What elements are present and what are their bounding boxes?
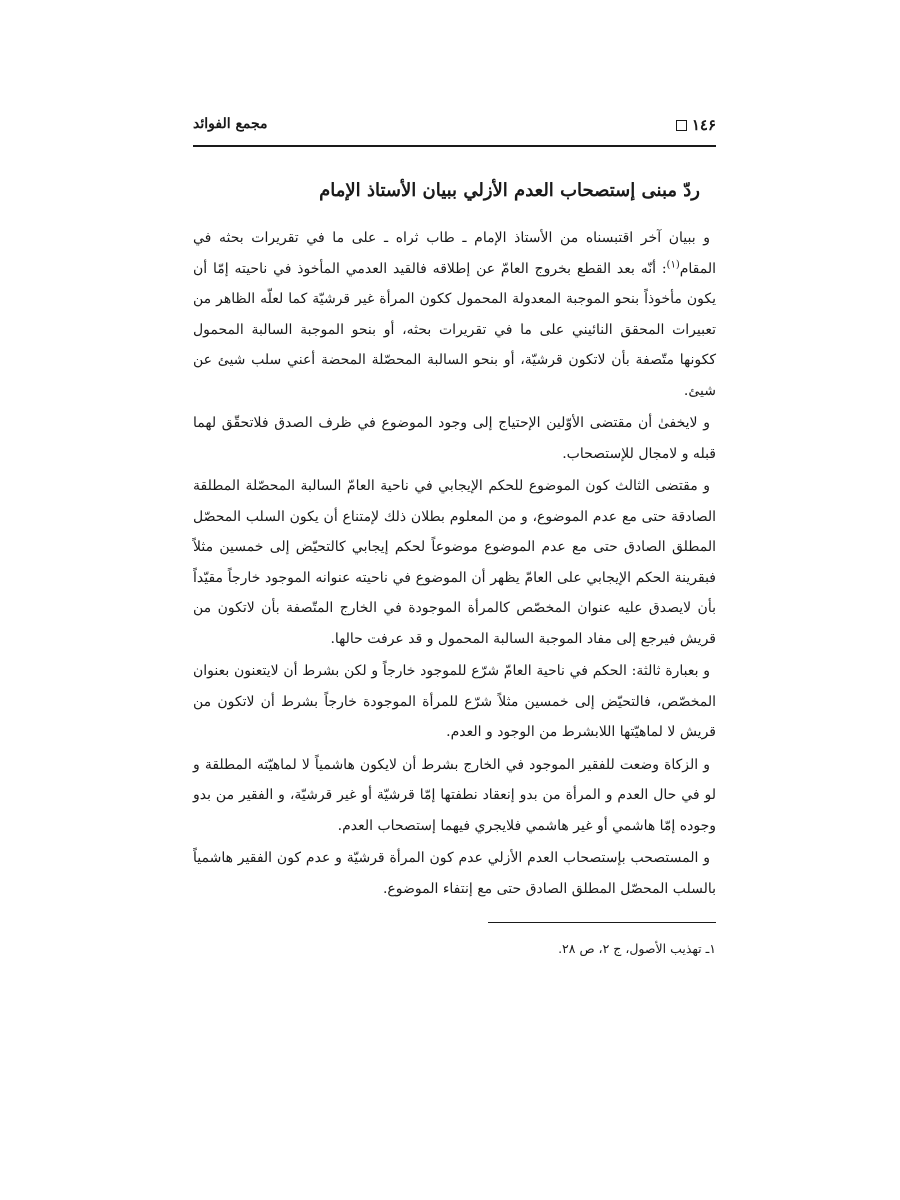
paragraph: و بعبارة ثالثة: الحكم في ناحية العامّ شرّع للموجود خارجاً و لكن بشرط أن لايتعنون بعنوان المخصّص، فالتحيّض إلى خمسين مثلاً شرّع للمرأة الموجودة خارجاً بشرط أن لاتكون من قريش لا لماهيّتها اللابشرط من الوجود و العدم. (193, 663, 716, 740)
footnote-separator (488, 922, 716, 923)
book-page (193, 108, 716, 1008)
section-title: ردّ مبنى إستصحاب العدم الأزلي ببيان الأستاذ الإمام (319, 180, 700, 201)
paragraph-text: و ببيان آخر اقتبسناه من الأستاذ الإمام ـ طاب ثراه ـ على ما في تقريرات بحثه في المقام (193, 230, 716, 277)
paragraph: و الزكاة وضعت للفقير الموجود في الخارج بشرط أن لايكون هاشمياً لا لماهيّته المطلقة و لو في حال العدم و المرأة من بدو إنعقاد نطفتها إمّا قرشيّة أو غير قرشيّة، و الفقير من بدو وجوده إمّا هاشمي أو غير هاشمي فلايجري فيهما إستصحاب العدم. (193, 756, 716, 834)
paragraph: و لايخفىٰ أن مقتضى الأوّلين الإحتياج إلى وجود الموضوع في ظرف الصدق فلاتحقّق لهما قبله و لامجال للإستصحاب. (193, 415, 716, 462)
paragraph: و المستصحب بإستصحاب العدم الأزلي عدم كون المرأة قرشيّة و عدم كون الفقير هاشمياً بالسلب المحصّل المطلق الصادق حتى مع إنتفاء الموضوع. (193, 850, 716, 897)
running-header (193, 108, 716, 138)
paragraph-punct: : (661, 260, 667, 277)
page-number (676, 116, 716, 134)
header-rule (193, 145, 716, 147)
body-text (193, 223, 716, 904)
footnote: ١ـ تهذيب الأصول، ج ٢، ص ٢٨. (558, 941, 716, 956)
paragraph (193, 223, 716, 406)
footnote-marker: (١) (666, 258, 680, 270)
square-ornament-icon (676, 120, 687, 131)
page-number-text: ١٤۶ (691, 116, 716, 134)
paragraph-text: أنّه بعد القطع بخروج العامّ عن إطلاقه فالقيد العدمي المأخوذ في ناحيته إمّا أن يكون مأخوذاً بنحو الموجبة المعدولة المحمول ككون المرأة غير قرشيّة كما لعلّه الظاهر من تعبيرات المحقق النائيني على ما في تقريرات بحثه، أو بنحو الموجبة السالبة المحمول ككونها متّصفة بأن لاتكون قرشيّة، أو بنحو السالبة المحصّلة المحضة أعني سلب شيئ عن شيئ. (193, 260, 716, 399)
paragraph: و مقتضى الثالث كون الموضوع للحكم الإيجابي في ناحية العامّ السالبة المحصّلة المطلقة الصادقة حتى مع عدم الموضوع، و من المعلوم بطلان ذلك لإمتناع أن يكون السلب المحصّل المطلق الصادق حتى مع عدم الموضوع موضوعاً لحكم إيجابي كالتحيّض إلى خمسين مثلاً فبقرينة الحكم الإيجابي على العامّ يظهر أن الموضوع في ناحيته عنوانه الموجود خارجاً مقيّداً بأن لايصدق عليه عنوان المخصّص كالمرأة الموجودة في الخارج المتّصفة بأن لاتكون من قريش فيرجع إلى مفاد الموجبة السالبة المحمول و قد عرفت حالها. (193, 478, 716, 647)
book-title: مجمع الفوائد (193, 116, 268, 132)
